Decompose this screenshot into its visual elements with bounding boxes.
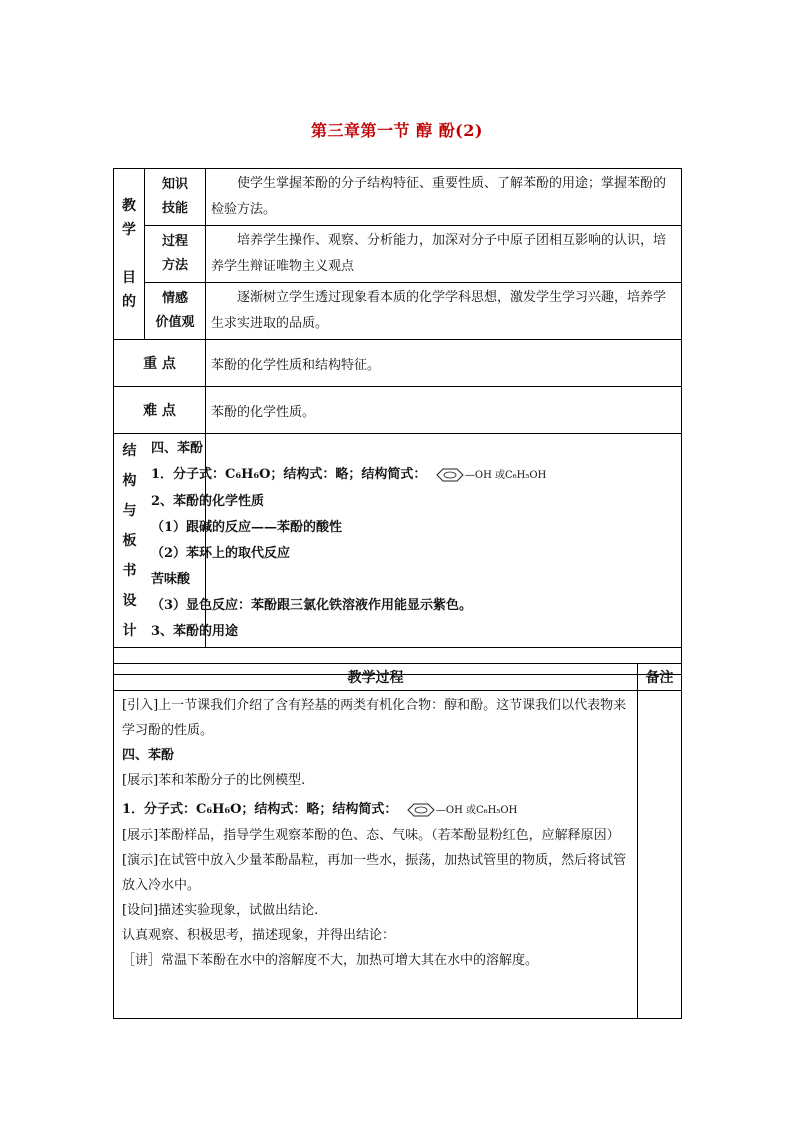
benzene-ring-icon: [435, 468, 465, 482]
design-line: 苦味酸: [151, 572, 191, 587]
key-point-text: 苯酚的化学性质和结构特征。: [206, 340, 682, 387]
objective-knowledge-label: 知识 技能: [145, 169, 206, 226]
objective-process-label: 过程 方法: [145, 226, 206, 283]
key-point-label: 重 点: [114, 340, 206, 387]
process-paragraph: [引入]上一节课我们介绍了含有羟基的两类有机化合物：醇和酚。这节课我们以代表物来学习酚的性质。: [122, 698, 627, 738]
design-line: （2）苯环上的取代反应: [151, 546, 291, 561]
design-line: 四、苯酚: [151, 441, 204, 456]
notes-cell: [638, 691, 682, 1019]
process-content: [114, 691, 638, 1019]
design-line: （1）跟碱的反应——苯酚的酸性: [151, 520, 343, 535]
difficulty-text: 苯酚的化学性质。: [206, 387, 682, 434]
process-paragraph: [展示]苯和苯酚分子的比例模型.: [122, 773, 306, 788]
process-paragraph: [展示]苯酚样品，指导学生观察苯酚的色、态、气味。（若苯酚显粉红色，应解释原因）: [122, 828, 620, 843]
board-design-label: 结 构 与 板 书 设 计: [114, 434, 206, 648]
process-formula-line: 1．分子式：C₆H₆O；结构式：略；结构简式： —OH 或C₆H₅OH: [122, 802, 518, 817]
process-paragraph: 认真观察、积极思考，描述现象，并得出结论：: [122, 928, 396, 943]
design-line-formula: 1．分子式：C₆H₆O；结构式：略；结构简式： —OH 或C₆H₅OH: [151, 467, 547, 482]
board-design-content: [145, 434, 621, 648]
page-title: 第三章第一节 醇 酚(2): [311, 121, 483, 140]
process-heading: 四、苯酚: [122, 748, 175, 763]
process-paragraph: ［讲］常温下苯酚在水中的溶解度不大，加热可增大其在水中的溶解度。: [122, 953, 539, 968]
process-header: 教学过程: [114, 664, 638, 691]
objective-process-text: 培养学生操作、观察、分析能力，加深对分子中原子团相互影响的认识，培养学生辩证唯物主义观点: [206, 226, 682, 283]
design-line: （3）显色反应：苯酚跟三氯化铁溶液作用能显示紫色。: [151, 598, 473, 613]
lesson-plan-table: [113, 168, 682, 675]
objective-emotion-label: 情感 价值观: [145, 283, 206, 340]
design-line: 3、苯酚的用途: [151, 624, 239, 639]
difficulty-label: 难 点: [114, 387, 206, 434]
process-paragraph: [演示]在试管中放入少量苯酚晶粒，再加一些水，振荡，加热试管里的物质，然后将试管放入冷水中。: [122, 853, 627, 893]
process-paragraph: [设问]描述实验现象，试做出结论.: [122, 903, 319, 918]
objective-knowledge-text: 使学生掌握苯酚的分子结构特征、重要性质、了解苯酚的用途；掌握苯酚的检验方法。: [206, 169, 682, 226]
objectives-label: 教 学 目 的: [114, 169, 145, 340]
design-line: 2、苯酚的化学性质: [151, 494, 265, 509]
notes-header: 备注: [638, 664, 682, 691]
benzene-ring-icon: [406, 803, 436, 817]
objective-emotion-text: 逐渐树立学生透过现象看本质的化学学科思想，激发学生学习兴趣，培养学生求实进取的品质。: [206, 283, 682, 340]
teaching-process-table: [113, 663, 682, 1019]
